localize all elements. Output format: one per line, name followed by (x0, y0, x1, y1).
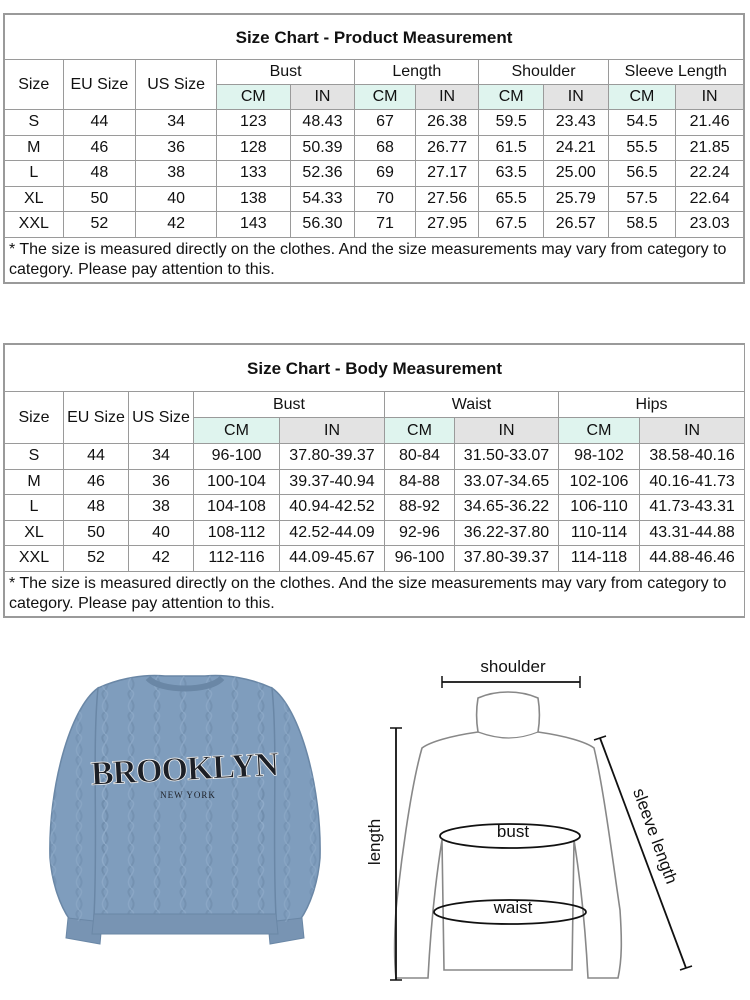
in-header: IN (290, 85, 355, 110)
table-cell: 68 (355, 135, 416, 161)
table-cell: 80-84 (385, 444, 455, 470)
table-cell: 52.36 (290, 161, 355, 187)
table-cell: 52 (64, 546, 129, 572)
table-cell: 61.5 (479, 135, 544, 161)
table-cell: 114-118 (559, 546, 640, 572)
table-cell: 36 (136, 135, 217, 161)
table-cell: 52 (63, 212, 136, 238)
waist-label: waist (493, 898, 533, 917)
us-size-header: US Size (129, 392, 194, 444)
hips-header: Hips (559, 392, 745, 418)
table-cell: 58.5 (608, 212, 676, 238)
in-header: IN (455, 418, 559, 444)
table-cell: 22.64 (676, 186, 744, 212)
table-cell: 50 (64, 520, 129, 546)
table-cell: 133 (216, 161, 290, 187)
table-row (5, 469, 745, 495)
table-cell: 96-100 (194, 444, 280, 470)
table-cell: XL (5, 186, 64, 212)
table-cell: 26.57 (544, 212, 609, 238)
table-cell: 48 (63, 161, 136, 187)
length-header: Length (355, 60, 479, 85)
table-cell: 57.5 (608, 186, 676, 212)
cm-header: CM (385, 418, 455, 444)
bust-header: Bust (216, 60, 354, 85)
in-header: IN (544, 85, 609, 110)
chart-title: Size Chart - Product Measurement (5, 15, 744, 60)
sweater-image (40, 668, 330, 948)
table-row (5, 546, 745, 572)
table-cell: 43.31-44.88 (640, 520, 745, 546)
table-cell: S (5, 444, 64, 470)
body-size-chart (3, 343, 745, 618)
table-cell: 71 (355, 212, 416, 238)
sweater-print-sub: NEW YORK (160, 790, 216, 800)
table-cell: 21.46 (676, 110, 744, 136)
table-cell: L (5, 495, 64, 521)
table-cell: 23.03 (676, 212, 744, 238)
table-cell: 25.79 (544, 186, 609, 212)
table-cell: 38.58-40.16 (640, 444, 745, 470)
table-cell: L (5, 161, 64, 187)
table-cell: 54.33 (290, 186, 355, 212)
table-cell: 26.38 (415, 110, 479, 136)
cm-header: CM (479, 85, 544, 110)
chart-title: Size Chart - Body Measurement (5, 345, 745, 392)
table-cell: 56.30 (290, 212, 355, 238)
in-header: IN (280, 418, 385, 444)
table-cell: 98-102 (559, 444, 640, 470)
table-cell: 128 (216, 135, 290, 161)
bust-label: bust (496, 822, 530, 841)
table-cell: 21.85 (676, 135, 744, 161)
cm-header: CM (559, 418, 640, 444)
table-row (5, 161, 744, 187)
table-cell: 42 (129, 546, 194, 572)
table-row (5, 495, 745, 521)
table-cell: 48.43 (290, 110, 355, 136)
table-cell: 33.07-34.65 (455, 469, 559, 495)
table-cell: 34 (129, 444, 194, 470)
size-note: * The size is measured directly on the clothes. And the size measurements may vary from category to category. Please pay attention to this. (5, 571, 745, 616)
table-cell: 65.5 (479, 186, 544, 212)
table-cell: 70 (355, 186, 416, 212)
table-cell: 26.77 (415, 135, 479, 161)
in-header: IN (640, 418, 745, 444)
table-cell: 44.88-46.46 (640, 546, 745, 572)
shoulder-header: Shoulder (479, 60, 608, 85)
table-cell: 112-116 (194, 546, 280, 572)
table-cell: 50 (63, 186, 136, 212)
table-cell: M (5, 135, 64, 161)
sweater-print-main: BROOKLYN (89, 746, 279, 793)
table-cell: 27.17 (415, 161, 479, 187)
table-row (5, 186, 744, 212)
table-cell: 138 (216, 186, 290, 212)
size-header: Size (5, 392, 64, 444)
table-cell: 46 (64, 469, 129, 495)
table-cell: 36 (129, 469, 194, 495)
table-row (5, 212, 744, 238)
table-cell: 108-112 (194, 520, 280, 546)
table-cell: 34.65-36.22 (455, 495, 559, 521)
table-cell: XXL (5, 212, 64, 238)
measurement-diagram (350, 650, 750, 1000)
table-cell: 23.43 (544, 110, 609, 136)
length-label: length (365, 818, 384, 866)
table-cell: 96-100 (385, 546, 455, 572)
table-cell: 55.5 (608, 135, 676, 161)
table-cell: 40 (129, 520, 194, 546)
table-row (5, 520, 745, 546)
table-cell: M (5, 469, 64, 495)
sleeve-length-header: Sleeve Length (608, 60, 743, 85)
cm-header: CM (194, 418, 280, 444)
table-cell: 42.52-44.09 (280, 520, 385, 546)
cm-header: CM (355, 85, 416, 110)
eu-size-header: EU Size (64, 392, 129, 444)
table-cell: XL (5, 520, 64, 546)
table-cell: 31.50-33.07 (455, 444, 559, 470)
table-cell: 44 (63, 110, 136, 136)
table-cell: 38 (136, 161, 217, 187)
table-cell: XXL (5, 546, 64, 572)
table-row (5, 110, 744, 136)
table-cell: 39.37-40.94 (280, 469, 385, 495)
table-cell: 44.09-45.67 (280, 546, 385, 572)
table-cell: 36.22-37.80 (455, 520, 559, 546)
table-cell: 67 (355, 110, 416, 136)
cm-header: CM (608, 85, 676, 110)
bust-header: Bust (194, 392, 385, 418)
table-cell: 92-96 (385, 520, 455, 546)
table-cell: 46 (63, 135, 136, 161)
size-note: * The size is measured directly on the clothes. And the size measurements may vary from category to category. Please pay attention to this. (5, 237, 744, 282)
table-cell: 44 (64, 444, 129, 470)
table-cell: 34 (136, 110, 217, 136)
table-row (5, 444, 745, 470)
table-cell: 27.56 (415, 186, 479, 212)
size-header: Size (5, 60, 64, 110)
table-cell: 37.80-39.37 (455, 546, 559, 572)
table-cell: 37.80-39.37 (280, 444, 385, 470)
waist-header: Waist (385, 392, 559, 418)
table-cell: 38 (129, 495, 194, 521)
table-cell: 50.39 (290, 135, 355, 161)
product-size-chart (3, 13, 745, 284)
table-cell: 27.95 (415, 212, 479, 238)
in-header: IN (676, 85, 744, 110)
table-cell: 102-106 (559, 469, 640, 495)
table-cell: 110-114 (559, 520, 640, 546)
table-cell: 88-92 (385, 495, 455, 521)
us-size-header: US Size (136, 60, 217, 110)
table-cell: 54.5 (608, 110, 676, 136)
table-cell: 41.73-43.31 (640, 495, 745, 521)
table-cell: 123 (216, 110, 290, 136)
table-cell: 48 (64, 495, 129, 521)
eu-size-header: EU Size (63, 60, 136, 110)
table-cell: 24.21 (544, 135, 609, 161)
table-cell: 40.94-42.52 (280, 495, 385, 521)
cm-header: CM (216, 85, 290, 110)
table-cell: 63.5 (479, 161, 544, 187)
table-cell: 143 (216, 212, 290, 238)
table-row (5, 135, 744, 161)
table-cell: S (5, 110, 64, 136)
table-cell: 42 (136, 212, 217, 238)
shoulder-label: shoulder (480, 657, 546, 676)
table-cell: 56.5 (608, 161, 676, 187)
table-cell: 67.5 (479, 212, 544, 238)
table-cell: 40 (136, 186, 217, 212)
table-cell: 104-108 (194, 495, 280, 521)
table-cell: 84-88 (385, 469, 455, 495)
table-cell: 22.24 (676, 161, 744, 187)
table-cell: 59.5 (479, 110, 544, 136)
table-cell: 40.16-41.73 (640, 469, 745, 495)
table-cell: 100-104 (194, 469, 280, 495)
table-cell: 69 (355, 161, 416, 187)
table-cell: 25.00 (544, 161, 609, 187)
table-cell: 106-110 (559, 495, 640, 521)
sleeve-length-label: sleeve length (629, 785, 682, 887)
in-header: IN (415, 85, 479, 110)
